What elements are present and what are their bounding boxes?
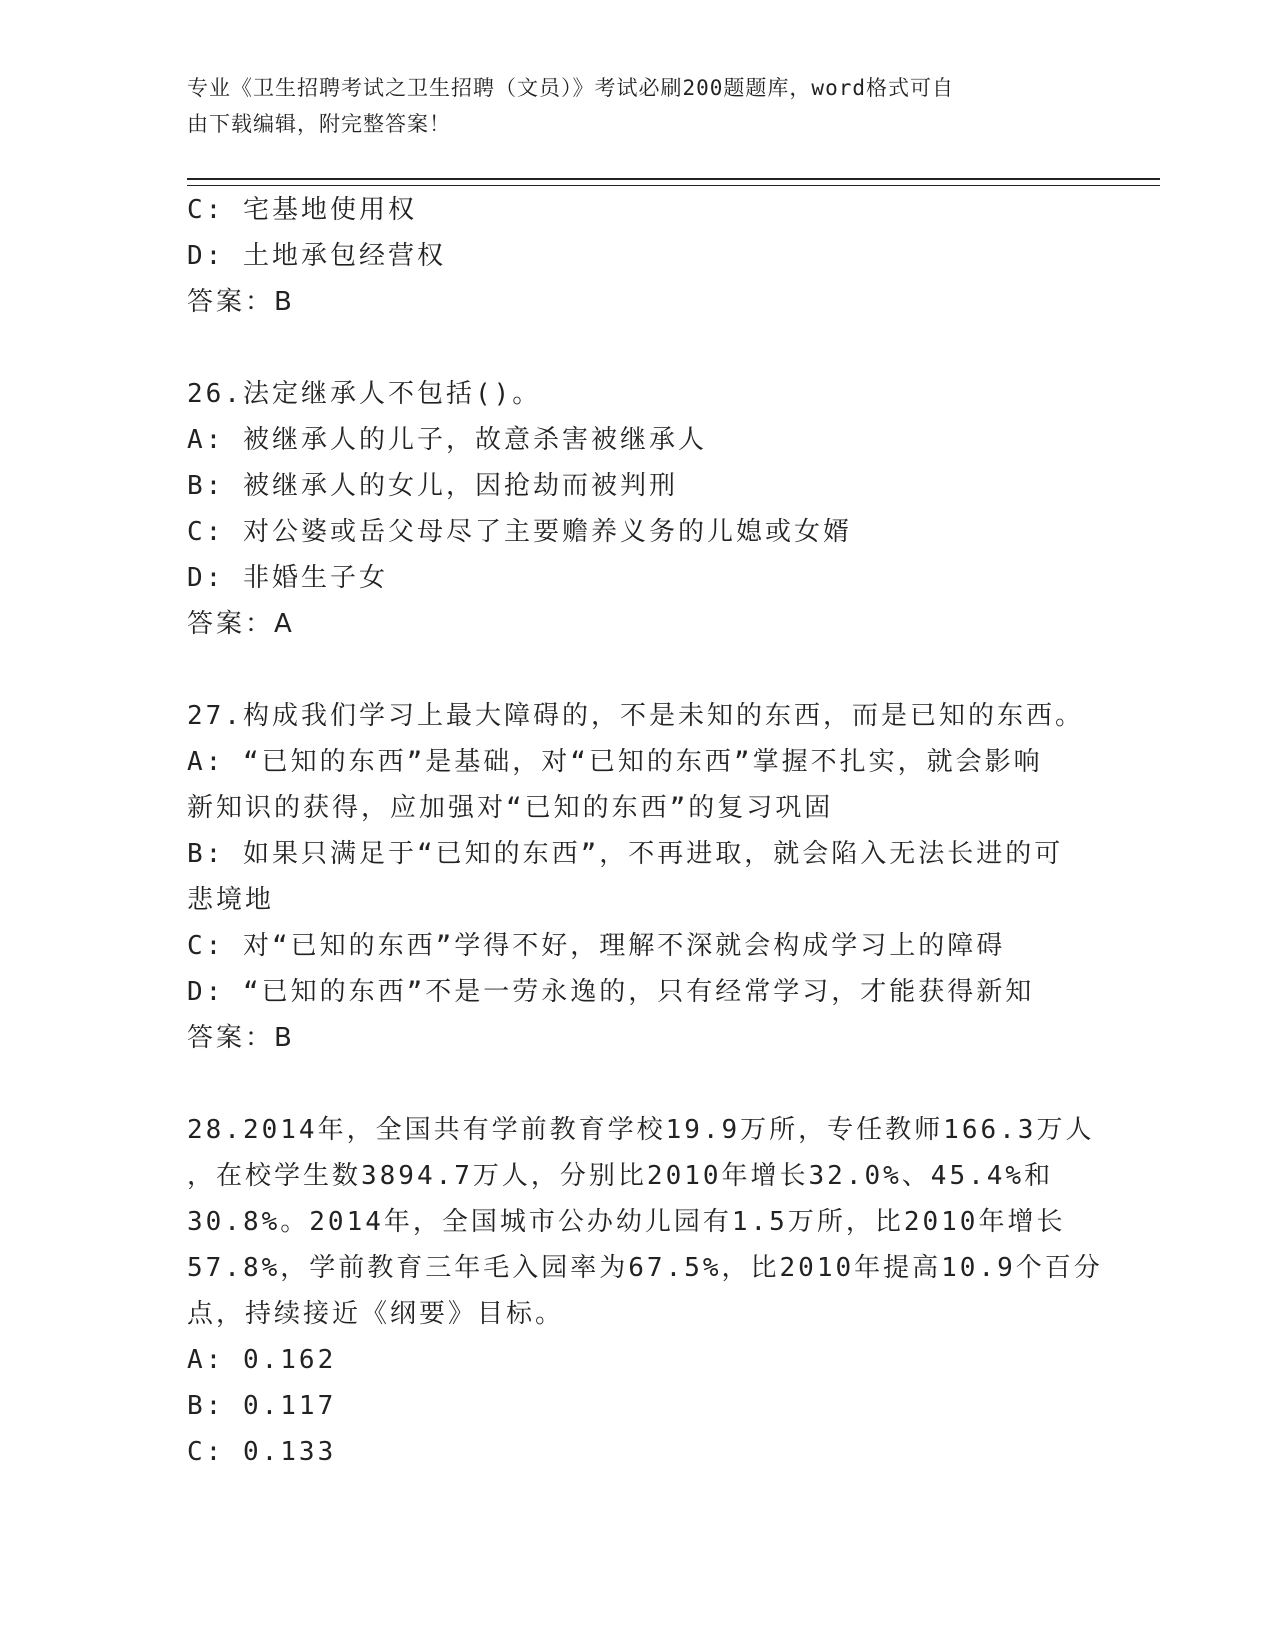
- option-line: C: 0.133: [187, 1437, 337, 1467]
- option-line: B: 如果只满足于“已知的东西”，不再进取，就会陷入无法长进的可: [187, 839, 1064, 869]
- option-line: D: 非婚生子女: [187, 563, 388, 593]
- answer-line: 答案：A: [187, 609, 295, 639]
- option-line: C: 对公婆或岳父母尽了主要赡养义务的儿媳或女婿: [187, 517, 852, 547]
- header-line-2: 由下载编辑，附完整答案！: [187, 112, 451, 136]
- question-text: 30.8%。2014年，全国城市公办幼儿园有1.5万所，比2010年增长: [187, 1207, 1066, 1237]
- option-line: C: 宅基地使用权: [187, 195, 417, 225]
- option-line: 新知识的获得，应加强对“已知的东西”的复习巩固: [187, 793, 834, 823]
- document-header: [187, 70, 1067, 142]
- block-spacer: [187, 1061, 1087, 1107]
- question-content: [187, 187, 1103, 1475]
- option-line: D: 土地承包经营权: [187, 241, 446, 271]
- option-line: A: 被继承人的儿子，故意杀害被继承人: [187, 425, 707, 455]
- block-spacer: [187, 325, 1087, 371]
- question-text: 26.法定继承人不包括()。: [187, 379, 542, 409]
- option-line: 悲境地: [187, 885, 275, 915]
- question-text: 27.构成我们学习上最大障碍的，不是未知的东西，而是已知的东西。: [187, 701, 1084, 731]
- question-text: ，在校学生数3894.7万人，分别比2010年增长32.0%、45.4%和: [187, 1161, 1054, 1191]
- option-line: A: 0.162: [187, 1345, 337, 1375]
- option-line: B: 被继承人的女儿，因抢劫而被判刑: [187, 471, 678, 501]
- header-divider: [187, 178, 1160, 186]
- question-text: 点，持续接近《纲要》目标。: [187, 1299, 565, 1329]
- option-line: A: “已知的东西”是基础，对“已知的东西”掌握不扎实，就会影响: [187, 747, 1043, 777]
- option-line: B: 0.117: [187, 1391, 337, 1421]
- answer-line: 答案：B: [187, 287, 295, 317]
- question-text: 57.8%，学前教育三年毛入园率为67.5%，比2010年提高10.9个百分: [187, 1253, 1103, 1283]
- header-line-1: 专业《卫生招聘考试之卫生招聘（文员）》考试必刷200题题库，word格式可自: [187, 76, 954, 100]
- option-line: C: 对“已知的东西”学得不好，理解不深就会构成学习上的障碍: [187, 931, 1006, 961]
- answer-line: 答案：B: [187, 1023, 295, 1053]
- question-text: 28.2014年，全国共有学前教育学校19.9万所，专任教师166.3万人: [187, 1115, 1095, 1145]
- block-spacer: [187, 647, 1087, 693]
- option-line: D: “已知的东西”不是一劳永逸的，只有经常学习，才能获得新知: [187, 977, 1035, 1007]
